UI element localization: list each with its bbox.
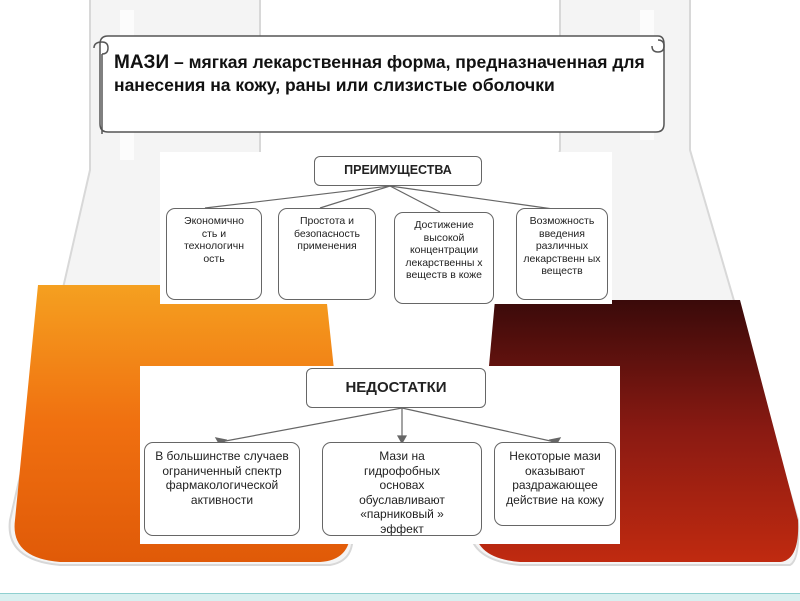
definition-scroll — [92, 34, 666, 134]
advantages-diagram — [160, 152, 612, 304]
disadvantage-item: Мази на гидрофобных основах обуславливают «парниковый » эффект — [322, 442, 482, 536]
disadvantage-item: Некоторые мази оказывают раздражающее действие на кожу — [494, 442, 616, 526]
disadvantage-item: В большинстве случаев ограниченный спектр фармакологической активности — [144, 442, 300, 536]
definition-body: мягкая лекарственная форма, предназначенная для нанесения на кожу, раны или слизистые оболочки — [114, 52, 645, 95]
advantages-heading: ПРЕИМУЩЕСТВА — [314, 156, 482, 186]
advantage-item: Достижение высокой концентрации лекарственны х веществ в коже — [394, 212, 494, 304]
definition-text — [114, 51, 662, 97]
advantage-item: Экономично сть и технологичн ость — [166, 208, 262, 300]
advantage-item: Возможность введения различных лекарственн ых веществ — [516, 208, 608, 300]
disadvantages-heading: НЕДОСТАТКИ — [306, 368, 486, 408]
definition-term: МАЗИ — [114, 52, 170, 73]
definition-dash: – — [169, 52, 189, 72]
advantage-item: Простота и безопасность применения — [278, 208, 376, 300]
disadvantages-diagram — [140, 366, 620, 544]
